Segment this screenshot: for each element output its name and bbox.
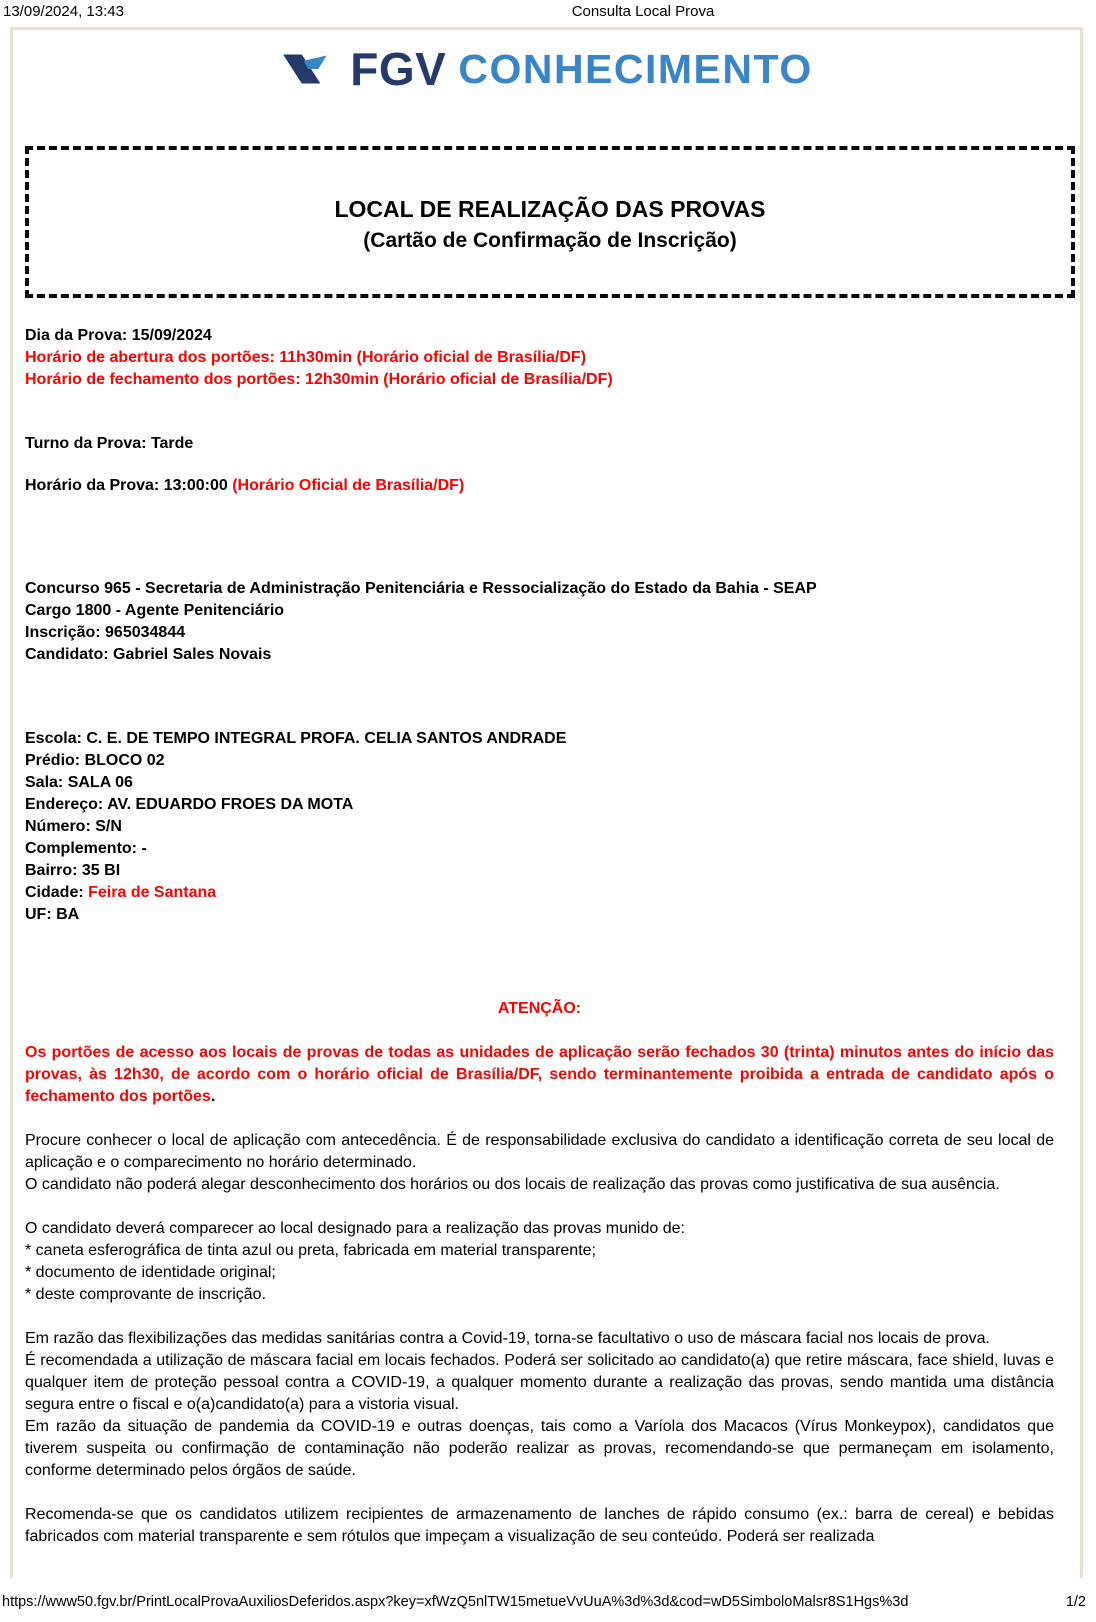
neighborhood: Bairro: 35 BI [25, 862, 121, 879]
registration-section [25, 578, 1054, 666]
instructions-paragraph-2 [25, 1218, 1054, 1306]
instruction-know-location: Procure conhecer o local de aplicação com antecedência. É de responsabilidade exclusiva do candidato a identificação correta de seu local de aplicação e o comparecimento no horário determinado. [25, 1132, 1054, 1171]
exam-shift: Turno da Prova: Tarde [25, 435, 194, 452]
gate-closing-warning [25, 1042, 1054, 1108]
print-url: https://www50.fgv.br/PrintLocalProvaAuxiliosDeferidos.aspx?key=xfWzQ5nlTW15metueVvUuA%3d%3d&cod=wD5SimboloMalsr8S1Hgs%3d [2, 1594, 909, 1610]
fgv-logo-mark-icon [280, 51, 338, 87]
job-title: Cargo 1800 - Agente Penitenciário [25, 602, 285, 619]
address-number: Número: S/N [25, 818, 122, 835]
contest-name: Concurso 965 - Secretaria de Administração Penitenciária e Ressocialização do Estado da Bahia - SEAP [25, 580, 817, 597]
exam-location-section [25, 728, 1054, 926]
gates-close-time: Horário de fechamento dos portões: 12h30min (Horário oficial de Brasília/DF) [25, 371, 613, 388]
instructions-paragraph-1 [25, 1130, 1054, 1196]
fgv-logo-text: FGV [350, 43, 447, 95]
address-complement: Complemento: - [25, 840, 147, 857]
room: Sala: SALA 06 [25, 774, 133, 791]
snacks-paragraph [25, 1504, 1054, 1548]
required-item-id: * documento de identidade original; [25, 1264, 276, 1281]
gate-closing-warning-period: . [210, 1088, 216, 1105]
city-label: Cidade: [25, 884, 89, 901]
required-item-pen: * caneta esferográfica de tinta azul ou preta, fabricada em material transparente; [25, 1242, 596, 1259]
covid-mask-recommended: É recomendada a utilização de máscara facial em locais fechados. Poderá ser solicitado ao candidato(a) que retire máscara, face shield, luvas e qualquer item de proteção pessoal contra a COVID-19, a qualquer momento durante a realização das provas, sendo mantida uma distância segura entre o fiscal e o(a)candidato(a) para a vistoria visual. [25, 1352, 1054, 1413]
city-value: Feira de Santana [88, 884, 217, 901]
city [25, 882, 1054, 904]
fgv-conhecimento-logo [13, 43, 1080, 95]
snacks-recommendation: Recomenda-se que os candidatos utilizem recipientes de armazenamento de lanches de rápido consumo (ex.: barra de cereal) e bebidas fabricados com material transparente e sem rótulos que impeçam a visualização de seu conteúdo. Poderá ser realizada [25, 1506, 1054, 1545]
exam-time-timezone: (Horário Oficial de Brasília/DF) [232, 477, 465, 494]
covid-mask-optional: Em razão das flexibilizações das medidas sanitárias contra a Covid-19, torna-se facultativo o uso de máscara facial nos locais de prova. [25, 1330, 990, 1347]
conhecimento-logo-text: CONHECIMENTO [458, 46, 813, 92]
covid-isolation: Em razão da situação de pandemia da COVID-19 e outras doenças, tais como a Varíola dos Macacos (Vírus Monkeypox), candidatos que tiverem suspeita ou confirmação de contaminação não poderão realizar as provas, recomendando-se que permaneçam em isolamento, conforme determinado pelos órgãos de saúde. [25, 1418, 1054, 1479]
document-content [13, 325, 1080, 1548]
card-title: LOCAL DE REALIZAÇÃO DAS PROVAS [334, 196, 766, 222]
exam-date: Dia da Prova: 15/09/2024 [25, 327, 212, 344]
card-subtitle: (Cartão de Confirmação de Inscrição) [363, 229, 737, 252]
registration-number: Inscrição: 965034844 [25, 624, 186, 641]
exam-time-section [25, 475, 1054, 497]
document-page [10, 27, 1083, 1578]
exam-time: Horário da Prova: 13:00:00 [25, 477, 233, 494]
candidate-name: Candidato: Gabriel Sales Novais [25, 646, 272, 663]
exam-datetime-section [25, 325, 1054, 391]
browser-print-footer [0, 1594, 1096, 1614]
covid-paragraph [25, 1328, 1054, 1482]
attention-heading: ATENÇÃO: [497, 1000, 582, 1017]
gate-closing-warning-text: Os portões de acesso aos locais de provas de todas as unidades de aplicação serão fechados 30 (trinta) minutos antes do início das provas, às 12h30, de acordo com o horário oficial de Brasília/DF, sendo terminantemente proibida a entrada de candidato após o fechamento dos portões [25, 1044, 1054, 1105]
state: UF: BA [25, 906, 80, 923]
exam-shift-section [25, 433, 1054, 455]
required-items-intro: O candidato deverá comparecer ao local designado para a realização das provas munido de: [25, 1220, 685, 1237]
address: Endereço: AV. EDUARDO FROES DA MOTA [25, 796, 354, 813]
print-datetime: 13/09/2024, 13:43 [3, 3, 124, 20]
print-page-number: 1/2 [1065, 1594, 1086, 1610]
confirmation-card-banner [25, 146, 1075, 298]
gates-open-time: Horário de abertura dos portões: 11h30min (Horário oficial de Brasília/DF) [25, 349, 587, 366]
instruction-no-excuse: O candidato não poderá alegar desconhecimento dos horários ou dos locais de realização das provas como justificativa de sua ausência. [25, 1176, 1000, 1193]
print-document-title: Consulta Local Prova [571, 3, 715, 20]
school-name: Escola: C. E. DE TEMPO INTEGRAL PROFA. CELIA SANTOS ANDRADE [25, 730, 567, 747]
building: Prédio: BLOCO 02 [25, 752, 165, 769]
required-item-card: * deste comprovante de inscrição. [25, 1286, 267, 1303]
browser-print-header [0, 3, 1096, 23]
